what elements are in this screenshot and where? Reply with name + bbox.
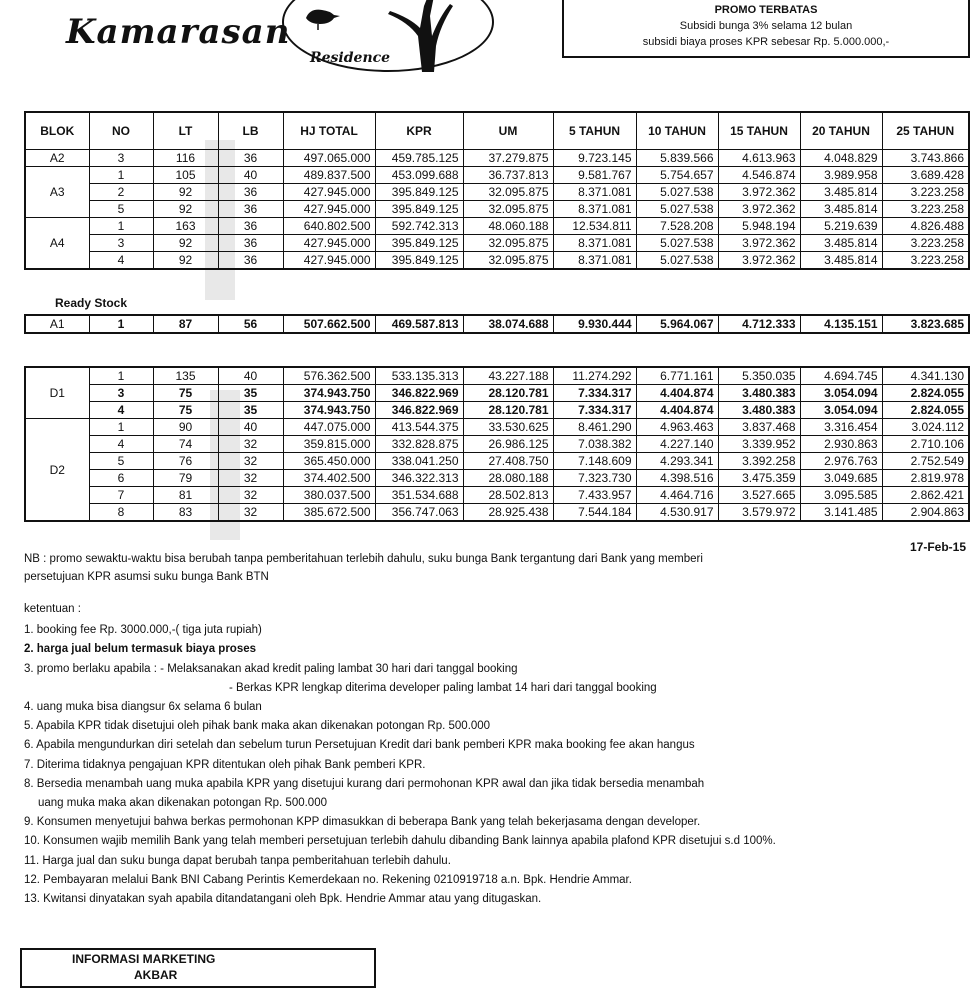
table-row (25, 184, 969, 201)
cell-lt: 92 (153, 235, 218, 252)
table-row (25, 419, 969, 436)
cell-5-tahun: 7.038.382 (553, 436, 636, 453)
cell-lb: 32 (218, 436, 283, 453)
cell-20-tahun: 3.054.094 (800, 402, 882, 419)
document-date: 17-Feb-15 (909, 540, 966, 554)
cell-no: 1 (89, 167, 153, 184)
col-header: BLOK (25, 112, 89, 150)
ready-stock-label: Ready Stock (55, 296, 128, 310)
cell-lt: 74 (153, 436, 218, 453)
cell-hj-total: 427.945.000 (283, 201, 375, 218)
cell-5-tahun: 8.461.290 (553, 419, 636, 436)
cell-hj-total: 427.945.000 (283, 252, 375, 270)
cell-20-tahun: 4.694.745 (800, 367, 882, 385)
cell-25-tahun: 2.752.549 (882, 453, 969, 470)
col-header: 15 TAHUN (718, 112, 800, 150)
cell-no: 7 (89, 487, 153, 504)
col-header: KPR (375, 112, 463, 150)
cell-15-tahun: 3.339.952 (718, 436, 800, 453)
cell-10-tahun: 5.964.067 (636, 315, 718, 333)
col-header: LT (153, 112, 218, 150)
cell-hj-total: 365.450.000 (283, 453, 375, 470)
cell-um: 32.095.875 (463, 201, 553, 218)
cell-kpr: 533.135.313 (375, 367, 463, 385)
cell-no: 5 (89, 453, 153, 470)
cell-hj-total: 385.672.500 (283, 504, 375, 522)
table-row (25, 218, 969, 235)
cell-no: 1 (89, 419, 153, 436)
table-row (25, 504, 969, 522)
cell-no: 4 (89, 252, 153, 270)
col-header: NO (89, 112, 153, 150)
cell-kpr: 346.822.969 (375, 385, 463, 402)
cell-15-tahun: 5.948.194 (718, 218, 800, 235)
cell-lb: 35 (218, 402, 283, 419)
term-item: 8. Bersedia menambah uang muka apabila KPR yang disetujui kurang dari permohonan KPR awal dan jika tidak bersedia menambah (24, 777, 705, 790)
cell-hj-total: 576.362.500 (283, 367, 375, 385)
cell-20-tahun: 2.930.863 (800, 436, 882, 453)
promo-line-2: subsidi biaya proses KPR sebesar Rp. 5.000.000,- (642, 36, 890, 48)
cell-no: 6 (89, 470, 153, 487)
cell-15-tahun: 3.480.383 (718, 385, 800, 402)
cell-25-tahun: 4.341.130 (882, 367, 969, 385)
table-row (25, 436, 969, 453)
cell-lt: 79 (153, 470, 218, 487)
cell-lt: 135 (153, 367, 218, 385)
cell-hj-total: 374.943.750 (283, 402, 375, 419)
cell-10-tahun: 4.227.140 (636, 436, 718, 453)
cell-5-tahun: 11.274.292 (553, 367, 636, 385)
cell-lt: 75 (153, 402, 218, 419)
cell-lb: 36 (218, 235, 283, 252)
cell-15-tahun: 3.972.362 (718, 252, 800, 270)
cell-blok: A4 (25, 218, 89, 270)
cell-20-tahun: 4.135.151 (800, 315, 882, 333)
col-header: 20 TAHUN (800, 112, 882, 150)
cell-hj-total: 427.945.000 (283, 235, 375, 252)
cell-25-tahun: 4.826.488 (882, 218, 969, 235)
term-item: 12. Pembayaran melalui Bank BNI Cabang Perintis Kemerdekaan no. Rekening 0210919718 a.n. Bpk. Hendrie Ammar. (24, 873, 632, 886)
cell-10-tahun: 5.027.538 (636, 252, 718, 270)
cell-10-tahun: 4.404.874 (636, 385, 718, 402)
promo-line-1: Subsidi bunga 3% selama 12 bulan (679, 20, 853, 32)
cell-no: 3 (89, 235, 153, 252)
cell-hj-total: 380.037.500 (283, 487, 375, 504)
cell-no: 8 (89, 504, 153, 522)
cell-lb: 36 (218, 201, 283, 218)
cell-25-tahun: 3.223.258 (882, 235, 969, 252)
terms-list (24, 600, 964, 909)
cell-um: 36.737.813 (463, 167, 553, 184)
cell-kpr: 453.099.688 (375, 167, 463, 184)
cell-lt: 105 (153, 167, 218, 184)
bird-icon (304, 6, 340, 30)
cell-lb: 40 (218, 167, 283, 184)
cell-25-tahun: 3.823.685 (882, 315, 969, 333)
cell-20-tahun: 3.485.814 (800, 235, 882, 252)
term-item: 9. Konsumen menyetujui bahwa berkas permohonan KPP dimasukkan di beberapa Bank yang telah bekerjasama dengan developer. (24, 816, 701, 829)
cell-kpr: 395.849.125 (375, 184, 463, 201)
cell-20-tahun: 4.048.829 (800, 150, 882, 167)
cell-20-tahun: 3.049.685 (800, 470, 882, 487)
cell-lb: 32 (218, 487, 283, 504)
cell-lt: 92 (153, 201, 218, 218)
cell-20-tahun: 2.976.763 (800, 453, 882, 470)
cell-kpr: 346.822.969 (375, 402, 463, 419)
cell-lb: 35 (218, 385, 283, 402)
cell-no: 1 (89, 218, 153, 235)
cell-10-tahun: 5.027.538 (636, 184, 718, 201)
table-row (25, 150, 969, 167)
cell-kpr: 459.785.125 (375, 150, 463, 167)
cell-no: 4 (89, 402, 153, 419)
term-item: 1. booking fee Rp. 3000.000,-( tiga juta rupiah) (24, 624, 262, 637)
cell-um: 26.986.125 (463, 436, 553, 453)
cell-lb: 40 (218, 367, 283, 385)
cell-5-tahun: 12.534.811 (553, 218, 636, 235)
cell-20-tahun: 3.485.814 (800, 184, 882, 201)
col-header: LB (218, 112, 283, 150)
cell-hj-total: 374.943.750 (283, 385, 375, 402)
cell-kpr: 332.828.875 (375, 436, 463, 453)
term-item: 3. promo berlaku apabila : - Melaksanakan akad kredit paling lambat 30 hari dari tanggal booking (24, 662, 518, 675)
cell-5-tahun: 7.334.317 (553, 385, 636, 402)
table-row (25, 487, 969, 504)
promo-box (562, 0, 970, 58)
cell-um: 32.095.875 (463, 184, 553, 201)
cell-15-tahun: 5.350.035 (718, 367, 800, 385)
col-header: 25 TAHUN (882, 112, 969, 150)
col-header: UM (463, 112, 553, 150)
cell-20-tahun: 3.054.094 (800, 385, 882, 402)
cell-kpr: 395.849.125 (375, 252, 463, 270)
cell-lb: 56 (218, 315, 283, 333)
term-item: uang muka maka akan dikenakan potongan Rp. 500.000 (38, 797, 327, 810)
cell-no: 1 (89, 367, 153, 385)
table-row (25, 402, 969, 419)
term-item: 11. Harga jual dan suku bunga dapat berubah tanpa pemberitahuan terlebih dahulu. (24, 854, 451, 867)
cell-10-tahun: 5.839.566 (636, 150, 718, 167)
cell-20-tahun: 3.095.585 (800, 487, 882, 504)
table-row (25, 470, 969, 487)
cell-hj-total: 359.815.000 (283, 436, 375, 453)
cell-15-tahun: 4.712.333 (718, 315, 800, 333)
cell-um: 32.095.875 (463, 252, 553, 270)
cell-blok: D1 (25, 367, 89, 419)
cell-15-tahun: 4.546.874 (718, 167, 800, 184)
term-item: 13. Kwitansi dinyatakan syah apabila ditandatangani oleh Bpk. Hendrie Ammar atau yang ditugaskan. (24, 893, 542, 906)
cell-20-tahun: 3.485.814 (800, 201, 882, 218)
cell-hj-total: 427.945.000 (283, 184, 375, 201)
cell-10-tahun: 4.404.874 (636, 402, 718, 419)
table-row (25, 252, 969, 270)
cell-25-tahun: 2.904.863 (882, 504, 969, 522)
cell-no: 3 (89, 150, 153, 167)
nb-note (24, 550, 824, 586)
promo-title: PROMO TERBATAS (714, 4, 818, 16)
cell-kpr: 346.322.313 (375, 470, 463, 487)
cell-lt: 92 (153, 184, 218, 201)
cell-hj-total: 489.837.500 (283, 167, 375, 184)
cell-lt: 87 (153, 315, 218, 333)
cell-25-tahun: 3.689.428 (882, 167, 969, 184)
cell-blok: D2 (25, 419, 89, 522)
cell-5-tahun: 7.148.609 (553, 453, 636, 470)
cell-25-tahun: 2.824.055 (882, 385, 969, 402)
cell-20-tahun: 3.485.814 (800, 252, 882, 270)
cell-kpr: 395.849.125 (375, 235, 463, 252)
cell-lb: 40 (218, 419, 283, 436)
cell-lt: 81 (153, 487, 218, 504)
cell-20-tahun: 3.989.958 (800, 167, 882, 184)
cell-10-tahun: 4.464.716 (636, 487, 718, 504)
cell-20-tahun: 3.141.485 (800, 504, 882, 522)
cell-5-tahun: 7.544.184 (553, 504, 636, 522)
cell-kpr: 338.041.250 (375, 453, 463, 470)
cell-um: 28.502.813 (463, 487, 553, 504)
cell-15-tahun: 3.527.665 (718, 487, 800, 504)
cell-um: 38.074.688 (463, 315, 553, 333)
cell-kpr: 469.587.813 (375, 315, 463, 333)
cell-10-tahun: 7.528.208 (636, 218, 718, 235)
cell-um: 48.060.188 (463, 218, 553, 235)
cell-20-tahun: 5.219.639 (800, 218, 882, 235)
cell-no: 3 (89, 385, 153, 402)
cell-lt: 90 (153, 419, 218, 436)
cell-15-tahun: 3.480.383 (718, 402, 800, 419)
cell-5-tahun: 7.323.730 (553, 470, 636, 487)
cell-kpr: 395.849.125 (375, 201, 463, 218)
cell-hj-total: 374.402.500 (283, 470, 375, 487)
cell-25-tahun: 2.710.106 (882, 436, 969, 453)
cell-kpr: 351.534.688 (375, 487, 463, 504)
table-row (25, 367, 969, 385)
cell-25-tahun: 3.024.112 (882, 419, 969, 436)
cell-no: 4 (89, 436, 153, 453)
cell-lt: 75 (153, 385, 218, 402)
cell-15-tahun: 3.972.362 (718, 235, 800, 252)
cell-hj-total: 447.075.000 (283, 419, 375, 436)
price-table-d (24, 366, 970, 522)
cell-kpr: 592.742.313 (375, 218, 463, 235)
term-item: 2. harga jual belum termasuk biaya proses (24, 643, 257, 656)
cell-25-tahun: 2.824.055 (882, 402, 969, 419)
cell-um: 28.925.438 (463, 504, 553, 522)
cell-20-tahun: 3.316.454 (800, 419, 882, 436)
cell-25-tahun: 3.743.866 (882, 150, 969, 167)
term-item: - Berkas KPR lengkap diterima developer paling lambat 14 hari dari tanggal booking (229, 681, 657, 694)
cell-15-tahun: 3.972.362 (718, 184, 800, 201)
cell-hj-total: 640.802.500 (283, 218, 375, 235)
table-header-row (25, 112, 969, 150)
cell-no: 2 (89, 184, 153, 201)
col-header: HJ TOTAL (283, 112, 375, 150)
table-body-a (25, 150, 969, 270)
cell-5-tahun: 8.371.081 (553, 235, 636, 252)
ready-stock-table (24, 314, 970, 334)
nb-line-2: persetujuan KPR asumsi suku bunga Bank BTN (24, 571, 269, 583)
cell-5-tahun: 9.723.145 (553, 150, 636, 167)
cell-blok: A1 (25, 315, 89, 333)
term-item: 7. Diterima tidaknya pengajuan KPR ditentukan oleh pihak Bank pemberi KPR. (24, 758, 426, 771)
cell-lb: 32 (218, 453, 283, 470)
term-item: 4. uang muka bisa diangsur 6x selama 6 bulan (24, 701, 262, 714)
cell-25-tahun: 2.819.978 (882, 470, 969, 487)
cell-blok: A3 (25, 167, 89, 218)
cell-hj-total: 497.065.000 (283, 150, 375, 167)
cell-um: 28.120.781 (463, 385, 553, 402)
cell-15-tahun: 3.579.972 (718, 504, 800, 522)
cell-lt: 116 (153, 150, 218, 167)
cell-10-tahun: 5.027.538 (636, 201, 718, 218)
table-row (25, 235, 969, 252)
cell-25-tahun: 3.223.258 (882, 184, 969, 201)
cell-um: 27.408.750 (463, 453, 553, 470)
logo-title: Kamarasan (66, 12, 291, 52)
cell-lt: 83 (153, 504, 218, 522)
cell-10-tahun: 5.754.657 (636, 167, 718, 184)
cell-um: 28.120.781 (463, 402, 553, 419)
table-row (25, 385, 969, 402)
price-table-a (24, 111, 970, 270)
cell-5-tahun: 7.334.317 (553, 402, 636, 419)
cell-lb: 32 (218, 504, 283, 522)
terms-title: ketentuan : (24, 603, 81, 615)
cell-10-tahun: 6.771.161 (636, 367, 718, 385)
cell-um: 43.227.188 (463, 367, 553, 385)
cell-15-tahun: 3.475.359 (718, 470, 800, 487)
cell-lb: 36 (218, 218, 283, 235)
cell-kpr: 413.544.375 (375, 419, 463, 436)
cell-lb: 32 (218, 470, 283, 487)
cell-lt: 76 (153, 453, 218, 470)
marketing-name: AKBAR (134, 968, 178, 982)
term-item: 10. Konsumen wajib memilih Bank yang telah memberi persetujuan terlebih dahulu dibanding Bank lainnya apabila plafond KPR disetujui s.d 100%. (24, 835, 776, 848)
cell-lt: 163 (153, 218, 218, 235)
cell-5-tahun: 7.433.957 (553, 487, 636, 504)
table-row (25, 315, 969, 333)
cell-blok: A2 (25, 150, 89, 167)
col-header: 5 TAHUN (553, 112, 636, 150)
logo (60, 0, 450, 80)
cell-5-tahun: 8.371.081 (553, 252, 636, 270)
term-item: 6. Apabila mengundurkan diri setelah dan sebelum turun Persetujuan Kredit dari bank pemberi KPR maka booking fee akan hangus (24, 739, 695, 752)
cell-10-tahun: 4.293.341 (636, 453, 718, 470)
table-body-d (25, 367, 969, 521)
cell-5-tahun: 8.371.081 (553, 201, 636, 218)
cell-10-tahun: 5.027.538 (636, 235, 718, 252)
cell-10-tahun: 4.530.917 (636, 504, 718, 522)
cell-15-tahun: 3.837.468 (718, 419, 800, 436)
col-header: 10 TAHUN (636, 112, 718, 150)
cell-5-tahun: 8.371.081 (553, 184, 636, 201)
cell-25-tahun: 2.862.421 (882, 487, 969, 504)
cell-hj-total: 507.662.500 (283, 315, 375, 333)
cell-um: 28.080.188 (463, 470, 553, 487)
cell-no: 5 (89, 201, 153, 218)
cell-5-tahun: 9.581.767 (553, 167, 636, 184)
cell-lb: 36 (218, 150, 283, 167)
cell-15-tahun: 4.613.963 (718, 150, 800, 167)
table-row (25, 453, 969, 470)
cell-um: 33.530.625 (463, 419, 553, 436)
cell-15-tahun: 3.392.258 (718, 453, 800, 470)
table-row (25, 201, 969, 218)
cell-lt: 92 (153, 252, 218, 270)
cell-25-tahun: 3.223.258 (882, 252, 969, 270)
cell-15-tahun: 3.972.362 (718, 201, 800, 218)
cell-um: 32.095.875 (463, 235, 553, 252)
cell-5-tahun: 9.930.444 (553, 315, 636, 333)
nb-line-1: NB : promo sewaktu-waktu bisa berubah tanpa pemberitahuan terlebih dahulu, suku bunga Bank tergantung dari Bank yang memberi (24, 553, 703, 565)
cell-no: 1 (89, 315, 153, 333)
marketing-box (20, 948, 376, 988)
cell-lb: 36 (218, 252, 283, 270)
cell-lb: 36 (218, 184, 283, 201)
cell-25-tahun: 3.223.258 (882, 201, 969, 218)
term-item: 5. Apabila KPR tidak disetujui oleh pihak bank maka akan dikenakan potongan Rp. 500.000 (24, 720, 491, 733)
cell-10-tahun: 4.398.516 (636, 470, 718, 487)
logo-subtitle: Residence (310, 50, 391, 66)
marketing-title: INFORMASI MARKETING (72, 952, 216, 966)
cell-um: 37.279.875 (463, 150, 553, 167)
cell-kpr: 356.747.063 (375, 504, 463, 522)
cell-10-tahun: 4.963.463 (636, 419, 718, 436)
table-row (25, 167, 969, 184)
